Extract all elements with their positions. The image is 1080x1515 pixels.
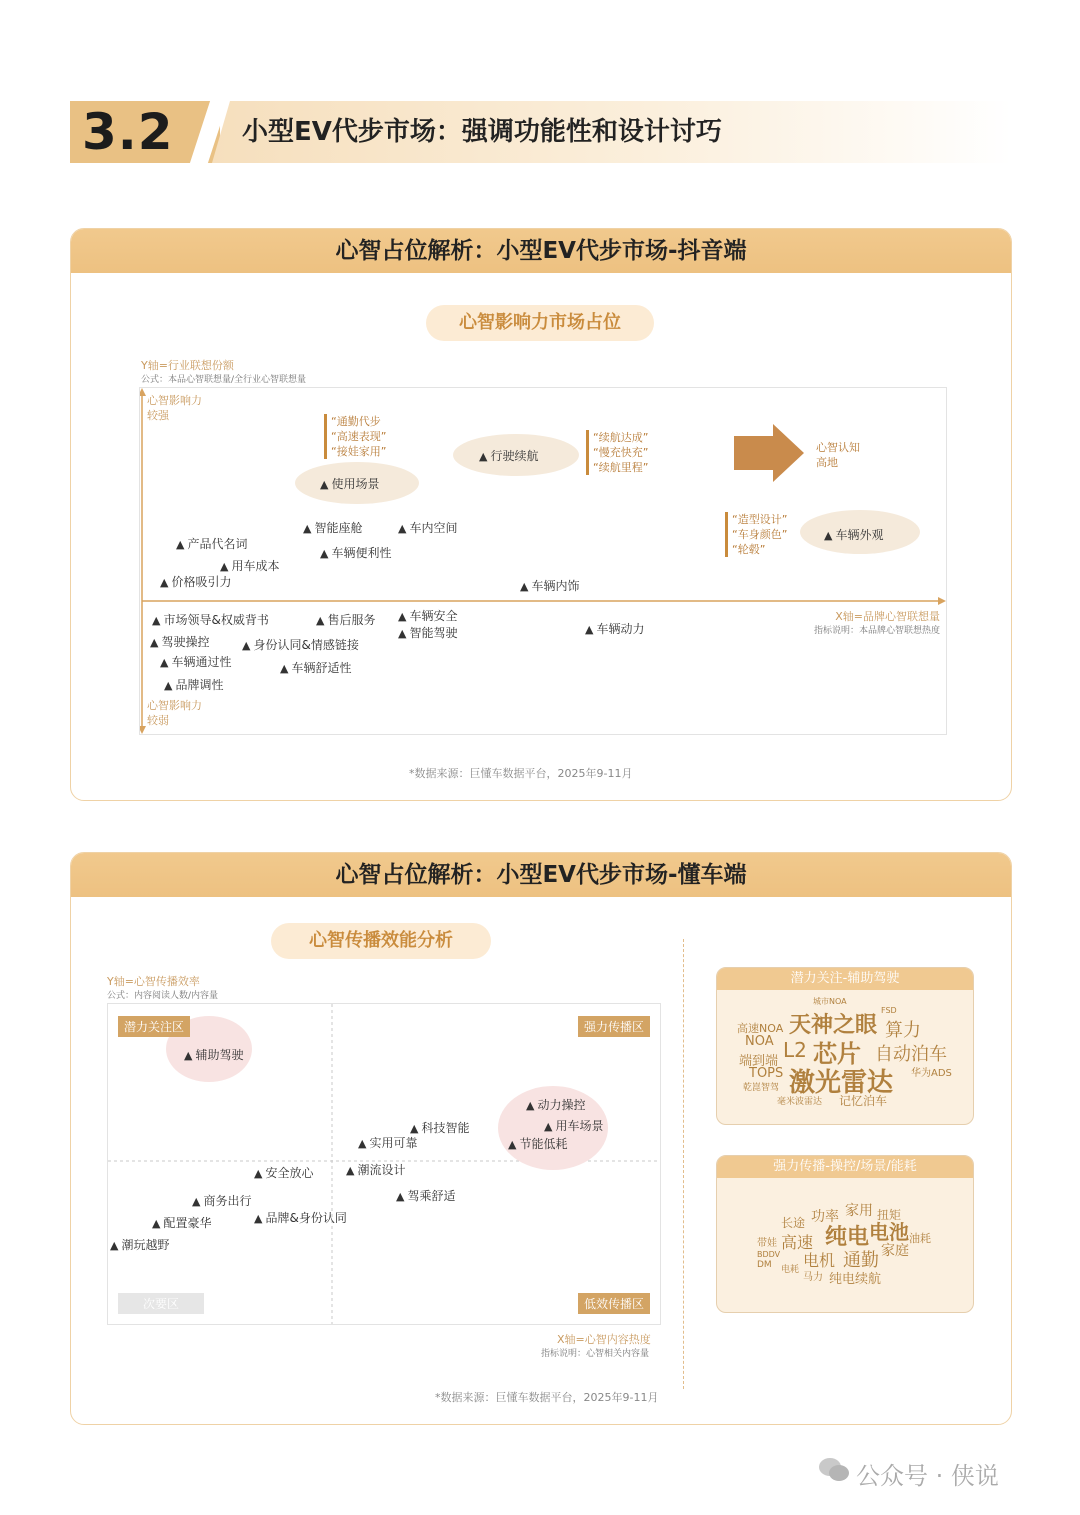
zone-potential: 潜力关注区 — [118, 1016, 190, 1037]
point-label: ▲ 车辆内饰 — [520, 579, 580, 593]
cloud-word: 算力 — [885, 1020, 921, 1041]
dongche-y-axis-label: Y轴=心智传播效率 — [107, 975, 200, 988]
point-label: ▲ 用车场景 — [544, 1119, 604, 1133]
point-label: ▲ 车辆外观 — [824, 528, 884, 542]
cloud-word: 家用 — [845, 1203, 873, 1219]
point-label: ▲ 驾乘舒适 — [396, 1189, 456, 1203]
cloud-word: NOA — [745, 1034, 774, 1049]
point-label: ▲ 商务出行 — [192, 1194, 252, 1208]
point-label: ▲ 车辆便利性 — [320, 546, 392, 560]
douyin-x-note: 指标说明：本品牌心智联想热度 — [813, 626, 940, 636]
point-label: ▲ 售后服务 — [316, 613, 376, 627]
point-label: ▲ 潮玩越野 — [110, 1238, 170, 1252]
point-label: ▲ 价格吸引力 — [160, 575, 232, 589]
dongche-chart-pill: 心智传播效能分析 — [271, 923, 491, 959]
cloud-word: 天神之眼 — [789, 1013, 878, 1038]
dongche-x-axis-label: X轴=心智内容热度 — [557, 1333, 651, 1346]
cloud-word: DM — [757, 1260, 772, 1270]
point-label: ▲ 实用可靠 — [358, 1136, 418, 1150]
point-label: ▲ 用车成本 — [220, 559, 280, 573]
cloud-word: 电池 — [869, 1220, 909, 1244]
point-label: ▲ 车辆通过性 — [160, 655, 232, 669]
cloud-word: 长途 — [781, 1216, 806, 1230]
douyin-source: *数据来源：巨懂车数据平台，2025年9-11月 — [409, 767, 633, 780]
douyin-chart-pill: 心智影响力市场占位 — [426, 305, 654, 341]
cloud-word: 乾崑智驾 — [743, 1083, 780, 1093]
cloud-word: 自动泊车 — [875, 1044, 947, 1065]
cloud-word: 高速NOA — [737, 1022, 784, 1035]
point-label: ▲ 行驶续航 — [479, 449, 539, 463]
dongche-x-note: 指标说明：心智相关内容量 — [541, 1349, 650, 1359]
cloud-word: 端到端 — [739, 1054, 779, 1069]
cloud-word: 纯电续航 — [829, 1272, 882, 1287]
douyin-plot-area — [139, 387, 947, 735]
dongche-plot-area — [107, 1003, 661, 1325]
cloud-word: 激光雷达 — [789, 1068, 894, 1098]
point-label: ▲ 潮流设计 — [346, 1163, 406, 1177]
point-label: ▲ 科技智能 — [410, 1121, 470, 1135]
dongche-card-title: 心智占位解析：小型EV代步市场-懂车端 — [71, 853, 1011, 897]
cloud-word: 功率 — [811, 1209, 839, 1225]
point-label: ▲ 驾驶操控 — [150, 635, 210, 649]
point-label: ▲ 车内空间 — [398, 521, 458, 535]
cloud-word: TOPS — [749, 1066, 784, 1081]
dongche-source: *数据来源：巨懂车数据平台，2025年9-11月 — [435, 1391, 659, 1404]
point-label: ▲ 辅助驾驶 — [184, 1048, 244, 1062]
wordcloud-title: 强力传播-操控/场景/能耗 — [717, 1156, 973, 1178]
cloud-word: 带娃 — [757, 1238, 777, 1249]
dashed-divider — [683, 939, 684, 1389]
point-label: ▲ 配置豪华 — [152, 1216, 212, 1230]
quote-range: “续航达成” “慢充快充” “续航里程” — [586, 430, 648, 475]
point-label: ▲ 车辆动力 — [585, 622, 645, 636]
section-title: 小型EV代步市场：强调功能性和设计讨巧 — [242, 117, 722, 147]
wechat-icon — [818, 1456, 850, 1484]
point-label: ▲ 智能座舱 — [303, 521, 363, 535]
douyin-y-formula: 公式：本品心智联想量/全行业心智联想量 — [141, 375, 307, 385]
zone-secondary: 次要区 — [118, 1293, 204, 1314]
wordcloud-handling-scene-energy — [716, 1155, 974, 1313]
point-label: ▲ 车辆安全 — [398, 609, 458, 623]
cloud-word: 电耗 — [781, 1265, 800, 1275]
section-number: 3.2 — [82, 103, 174, 161]
zone-strong: 强力传播区 — [578, 1016, 650, 1037]
zone-inefficient: 低效传播区 — [578, 1293, 650, 1314]
cloud-word: 通勤 — [843, 1250, 879, 1271]
point-label: ▲ 节能低耗 — [508, 1137, 568, 1151]
cloud-word: 油耗 — [909, 1232, 931, 1245]
cloud-word: 家庭 — [881, 1243, 909, 1259]
douyin-y-top-label: 心智影响力 较强 — [147, 394, 202, 422]
cloud-word: L2 — [783, 1038, 807, 1062]
point-label: ▲ 品牌&身份认同 — [254, 1211, 347, 1225]
point-label: ▲ 身份认同&情感链接 — [242, 638, 359, 652]
point-label: ▲ 市场领导&权威背书 — [152, 613, 269, 627]
dongche-card — [70, 852, 1012, 1425]
cloud-word: 记忆泊车 — [839, 1094, 888, 1108]
douyin-arrow-label: 心智认知 高地 — [816, 441, 860, 469]
wordcloud-assist-driving — [716, 967, 974, 1125]
point-label: ▲ 品牌调性 — [164, 678, 224, 692]
point-label: ▲ 产品代名词 — [176, 537, 248, 551]
douyin-y-bottom-label: 心智影响力 较弱 — [147, 699, 202, 727]
quote-use-scene: “通勤代步 “高速表现” “接娃家用” — [324, 414, 386, 459]
cloud-word: 毫米波雷达 — [777, 1097, 823, 1107]
douyin-card-title: 心智占位解析：小型EV代步市场-抖音端 — [71, 229, 1011, 273]
quote-exterior: “造型设计” “车身颜色” “轮毂” — [725, 512, 787, 557]
cloud-word: 城市NOA — [813, 997, 847, 1006]
douyin-y-axis-label: Y轴=行业联想份额 — [141, 359, 234, 372]
cloud-word: BDDV — [757, 1250, 781, 1259]
douyin-x-axis-label: X轴=品牌心智联想量 — [835, 610, 940, 623]
cloud-word: 高速 — [781, 1233, 814, 1252]
point-label: ▲ 安全放心 — [254, 1166, 314, 1180]
point-label: ▲ 智能驾驶 — [398, 626, 458, 640]
cloud-word: 华为ADS — [911, 1068, 952, 1079]
point-label: ▲ 使用场景 — [320, 477, 380, 491]
cloud-word: 扭矩 — [877, 1208, 902, 1222]
douyin-card — [70, 228, 1012, 801]
point-label: ▲ 动力操控 — [526, 1098, 586, 1112]
cloud-word: FSD — [881, 1006, 897, 1015]
wordcloud-title: 潜力关注-辅助驾驶 — [717, 968, 973, 990]
dongche-y-formula: 公式：内容阅读人数/内容量 — [107, 991, 219, 1001]
watermark-text: 公众号 · 侠说 — [856, 1462, 999, 1490]
cloud-word: 电机 — [803, 1251, 836, 1270]
cloud-word: 马力 — [803, 1272, 823, 1283]
cloud-word: 纯电 — [825, 1225, 870, 1250]
cloud-word: 芯片 — [813, 1040, 861, 1068]
point-label: ▲ 车辆舒适性 — [280, 661, 352, 675]
